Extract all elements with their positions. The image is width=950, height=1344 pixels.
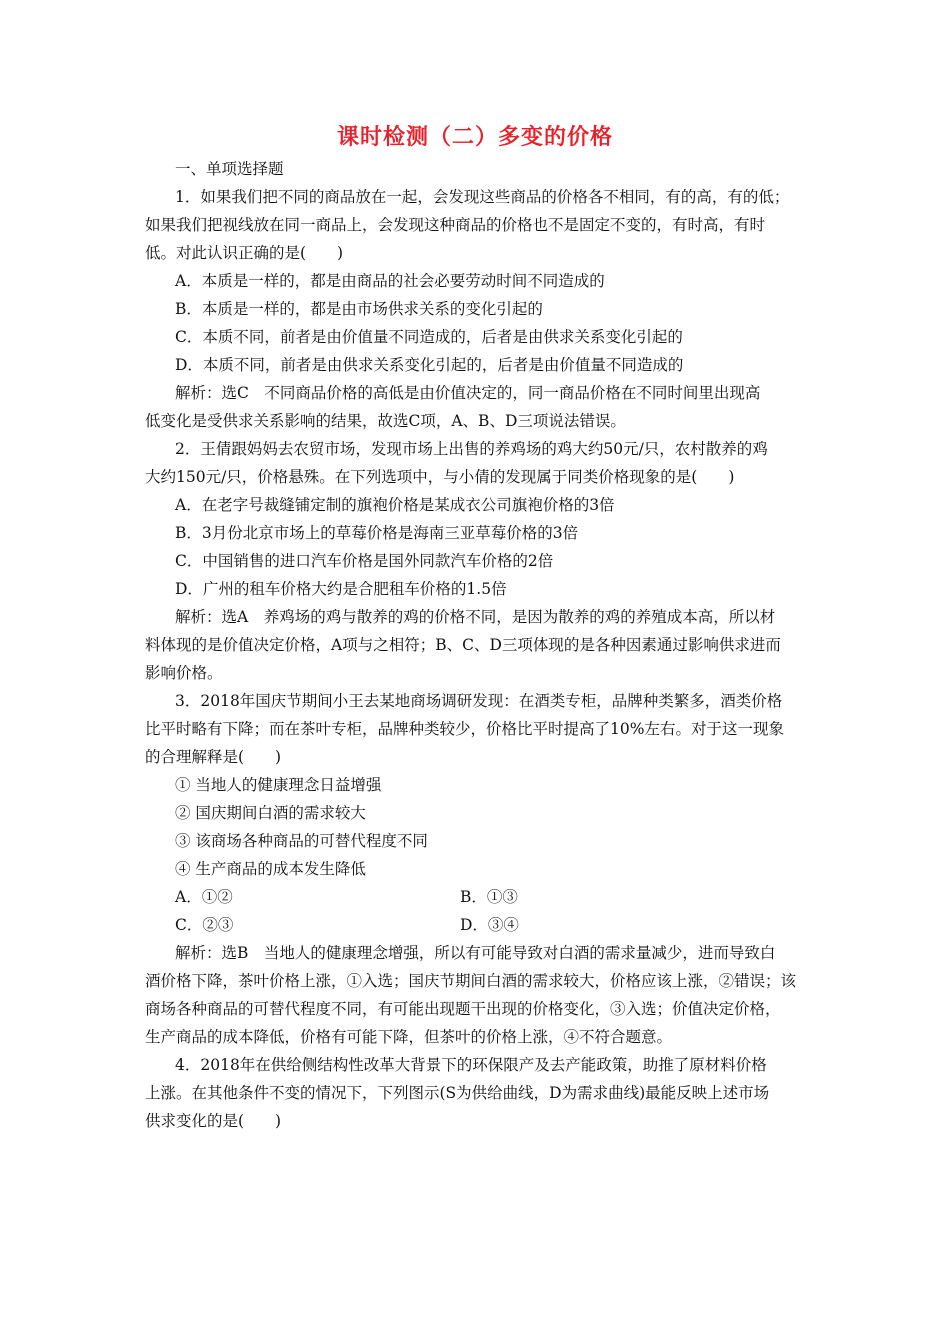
- option-c: C．本质不同，前者是由价值量不同造成的，后者是由供求关系变化引起的: [175, 328, 683, 346]
- analysis-text: 生产商品的成本降低，价格有可能下降，但茶叶的价格上涨，④不符合题意。: [145, 1028, 673, 1046]
- question-3: [145, 687, 810, 1051]
- analysis-text: 酒价格下降，茶叶价格上涨，①入选；国庆节期间白酒的需求较大，价格应该上涨，②错误；该: [145, 972, 797, 990]
- option-d: D．本质不同，前者是由供求关系变化引起的，后者是由价值量不同造成的: [175, 356, 684, 374]
- question-4: [145, 1051, 810, 1135]
- statement-4: ④ 生产商品的成本发生降低: [175, 860, 366, 878]
- option-a: A．本质是一样的，都是由商品的社会必要劳动时间不同造成的: [175, 272, 605, 290]
- option-c: C．②③: [175, 916, 234, 934]
- analysis-text: 解析：选C 不同商品价格的高低是由价值决定的，同一商品价格在不同时间里出现高: [175, 384, 761, 402]
- analysis-text: 解析：选A 养鸡场的鸡与散养的鸡的价格不同，是因为散养的鸡的养殖成本高，所以材: [175, 608, 776, 626]
- options-row: [145, 883, 810, 911]
- question-text: 如果我们把视线放在同一商品上，会发现这种商品的价格也不是固定不变的，有时高，有时: [145, 216, 766, 234]
- statement-3: ③ 该商场各种商品的可替代程度不同: [175, 832, 428, 850]
- analysis-text: 解析：选B 当地人的健康理念增强，所以有可能导致对白酒的需求量减少，进而导致白: [175, 944, 776, 962]
- option-b: B．①③: [460, 888, 518, 906]
- question-text: 的合理解释是( ): [145, 748, 282, 766]
- question-text: 1．如果我们把不同的商品放在一起，会发现这些商品的价格各不相同，有的高，有的低；: [175, 188, 790, 206]
- statement-1: ① 当地人的健康理念日益增强: [175, 776, 382, 794]
- analysis-text: 料体现的是价值决定价格，A项与之相符；B、C、D三项体现的是各种因素通过影响供求进而: [145, 636, 781, 654]
- option-c: C．中国销售的进口汽车价格是国外同款汽车价格的2倍: [175, 552, 554, 570]
- analysis-text: 低变化是受供求关系影响的结果，故选C项，A、B、D三项说法错误。: [145, 412, 626, 430]
- question-text: 上涨。在其他条件不变的情况下，下列图示(S为供给曲线，D为需求曲线)最能反映上述市场: [145, 1084, 770, 1102]
- document-body: [145, 155, 810, 1135]
- statement-2: ② 国庆期间白酒的需求较大: [175, 804, 366, 822]
- question-2: [145, 435, 810, 687]
- option-b: B．本质是一样的，都是由市场供求关系的变化引起的: [175, 300, 543, 318]
- option-a: A．①②: [175, 888, 233, 906]
- question-text: 大约150元/只，价格悬殊。在下列选项中，与小倩的发现属于同类价格现象的是( ): [145, 468, 735, 486]
- option-d: D．广州的租车价格大约是合肥租车价格的1.5倍: [175, 580, 507, 598]
- analysis-text: 影响价格。: [145, 664, 223, 682]
- question-text: 低。对此认识正确的是( ): [145, 244, 344, 262]
- option-a: A．在老字号裁缝铺定制的旗袍价格是某成衣公司旗袍价格的3倍: [175, 496, 615, 514]
- question-text: 2．王倩跟妈妈去农贸市场，发现市场上出售的养鸡场的鸡大约50元/只，农村散养的鸡: [175, 440, 768, 458]
- question-1: [145, 183, 810, 435]
- option-b: B．3月份北京市场上的草莓价格是海南三亚草莓价格的3倍: [175, 524, 579, 542]
- question-text: 4．2018年在供给侧结构性改革大背景下的环保限产及去产能政策，助推了原材料价格: [175, 1056, 767, 1074]
- options-row: [145, 911, 810, 939]
- page-title: 课时检测（二）多变的价格: [336, 125, 613, 150]
- analysis-text: 商场各种商品的可替代程度不同，有可能出现题干出现的价格变化，③入选；价值决定价格，: [145, 1000, 781, 1018]
- section-heading: 一、单项选择题: [175, 160, 284, 178]
- question-text: 3．2018年国庆节期间小王去某地商场调研发现：在酒类专柜，品牌种类繁多，酒类价格: [175, 692, 783, 710]
- question-text: 供求变化的是( ): [145, 1112, 282, 1130]
- question-text: 比平时略有下降；而在茶叶专柜，品牌种类较少，价格比平时提高了10%左右。对于这一现象: [145, 720, 784, 738]
- option-d: D．③④: [460, 916, 519, 934]
